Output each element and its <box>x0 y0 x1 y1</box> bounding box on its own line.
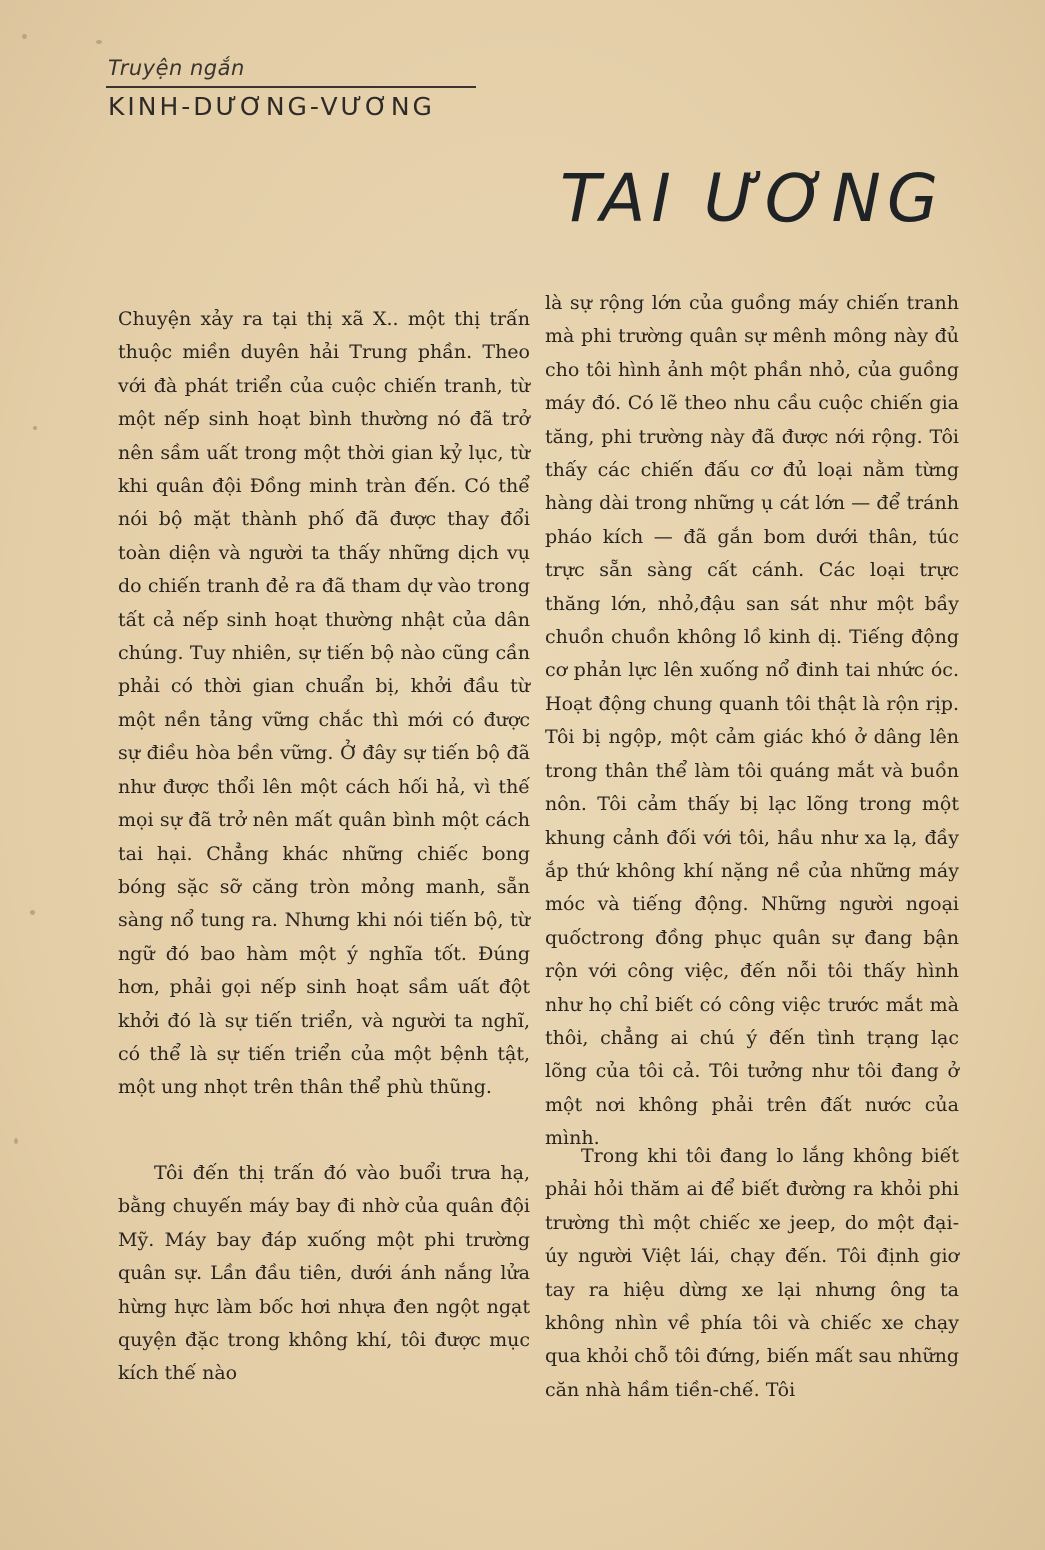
paragraph-3: là sự rộng lớn của guồng máy chiến tranh mà phi trường quân sự mênh mông này đủ cho tôi hình ảnh một phần nhỏ, của guồng máy đó. Có lẽ theo nhu cầu cuộc chiến gia tăng, phi trường này đã được nới rộng. Tôi thấy các chiến đấu cơ đủ loại nằm từng hàng dài trong những ụ cát lớn — để tránh pháo kích — đã gắn bom dưới thân, túc trực sẵn sàng cất cánh. Các loại trực thăng lớn, nhỏ,đậu san sát như một bầy chuồn chuồn không lồ kinh dị. Tiếng động cơ phản lực lên xuống nổ đinh tai nhức óc. Hoạt động chung quanh tôi thật là rộn rịp. Tôi bị ngộp, một cảm giác khó ở dâng lên trong thân thể làm tôi quáng mắt và buồn nôn. Tôi cảm thấy bị lạc lõng trong một khung cảnh đối với tôi, hầu như xa lạ, đầy ắp thứ không khí nặng nề của những máy móc và tiếng động. Những người ngoại quốctrong đồng phục quân sự đang bận rộn với công việc, đến nỗi tôi thấy hình như họ chỉ biết có công việc trước mắt mà thôi, chẳng ai chú ý đến tình trạng lạc lõng của tôi cả. Tôi tưởng như tôi đang ở một nơi không phải trên đất nước của mình. <box>545 292 959 1150</box>
paragraph-2: Tôi đến thị trấn đó vào buổi trưa hạ, bằng chuyến máy bay đi nhờ của quân đội Mỹ. Máy bay đáp xuống một phi trường quân sự. Lần đầu tiên, dưới ánh nắng lửa hừng hực làm bốc hơi nhựa đen ngột ngạt quyện đặc trong không khí, tôi được mục kích thế nào <box>118 1162 530 1385</box>
paper-speck <box>30 910 35 915</box>
paper-speck <box>33 426 37 430</box>
section-kicker: Truyện ngắn <box>108 56 245 80</box>
paper-speck <box>14 1138 18 1144</box>
paper-speck <box>96 40 102 44</box>
story-title: TAI ƯƠNG <box>560 160 944 237</box>
header-rule <box>106 86 476 88</box>
author-name: KINH-DƯƠNG-VƯƠNG <box>108 92 435 121</box>
paragraph-4: Trong khi tôi đang lo lắng không biết phải hỏi thăm ai để biết đường ra khỏi phi trường thì một chiếc xe jeep, do một đại-úy người Việt lái, chạy đến. Tôi định giơ tay ra hiệu dừng xe lại nhưng ông ta không nhìn về phía tôi và chiếc xe chạy qua khỏi chỗ tôi đứng, biến mất sau những căn nhà hầm tiền-chế. Tôi <box>545 1145 959 1401</box>
paragraph-1: Chuyện xảy ra tại thị xã X.. một thị trấn thuộc miền duyên hải Trung phần. Theo với đà phát triển của cuộc chiến tranh, từ một nếp sinh hoạt bình thường nó đã trở nên sầm uất trong một thời gian kỷ lục, từ khi quân đội Đồng minh tràn đến. Có thể nói bộ mặt thành phố đã được thay đổi toàn diện và người ta thấy những dịch vụ do chiến tranh đẻ ra đã tham dự vào trong tất cả nếp sinh hoạt thường nhật của dân chúng. Tuy nhiên, sự tiến bộ nào cũng cần phải có thời gian chuẩn bị, khởi đầu từ một nền tảng vững chắc thì mới có được sự điều hòa bền vững. Ở đây sự tiến bộ đã như được thổi lên một cách hối hả, vì thế mọi sự đã trở nên mất quân bình một cách tai hại. Chẳng khác những chiếc bong bóng sặc sỡ căng tròn mỏng manh, sẵn sàng nổ tung ra. Nhưng khi nói tiến bộ, từ ngữ đó bao hàm một ý nghĩa tốt. Đúng hơn, phải gọi nếp sinh hoạt sầm uất đột khởi đó là sự tiến triển, và người ta nghĩ, có thể là sự tiến triển của một bệnh tật, một ung nhọt trên thân thể phù thũng. <box>118 308 530 1099</box>
paper-speck <box>22 34 27 39</box>
